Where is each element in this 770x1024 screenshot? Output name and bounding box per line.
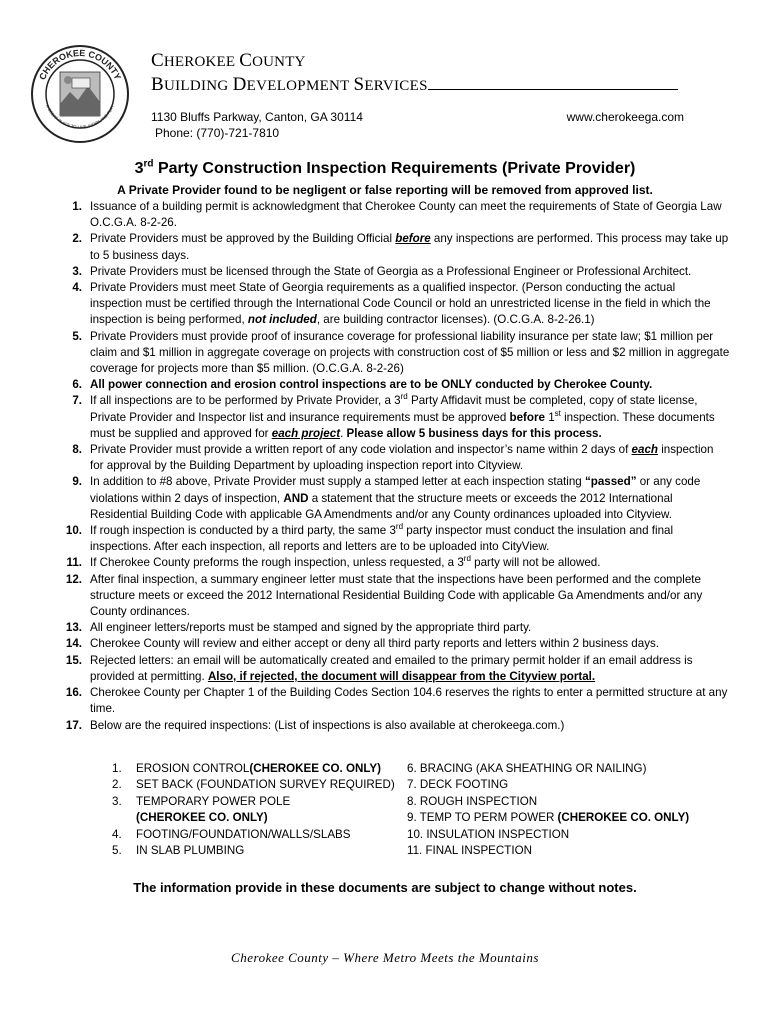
list-item: 6. All power connection and erosion control inspections are to be ONLY conducted by Cherokee County. <box>72 378 653 392</box>
list-item: 5. Private Providers must provide proof of insurance coverage for professional liability insurance per state law; $1 million per claim and $1 million in aggregate coverage on projects with construction cost of $5 million or less and $2 million in aggregate coverage for projects more than $5 million. (O.C.G.A. 8-2-26) <box>72 329 730 376</box>
inspection-row: 2. SET BACK (FOUNDATION SURVEY REQUIRED) 7. DECK FOOTING <box>112 778 509 792</box>
inspections-table <box>112 761 689 859</box>
website: www.cherokeega.com <box>566 110 684 124</box>
list-item: 11. If Cherokee County preforms the rough inspection, unless requested, a 3rd party will not be allowed. <box>66 554 601 570</box>
header-rule <box>428 89 678 90</box>
inspection-row: 1. EROSION CONTROL (CHEROKEE CO. ONLY) 6. BRACING (AKA SHEATHING OR NAILING) <box>112 762 647 775</box>
phone: Phone: (770)-721-7810 <box>155 126 280 140</box>
list-item: 14. Cherokee County will review and either accept or deny all third party reports and letters within 2 business days. <box>65 637 660 651</box>
county-name: CHEROKEE COUNTY <box>151 50 306 71</box>
inspection-row: (CHEROKEE CO. ONLY) 9. TEMP TO PERM POWER (CHEROKEE CO. ONLY) <box>136 811 690 825</box>
inspection-row: 5. IN SLAB PLUMBING 11. FINAL INSPECTION <box>112 844 532 858</box>
county-seal-logo <box>30 44 130 144</box>
seal-top-text: CHEROKEE COUNTY <box>37 47 123 82</box>
list-item: 1. Issuance of a building permit is acknowledgment that Cherokee County can meet the requirements of State of Georgia Law O.C.G.A. 8-2-26. <box>72 200 722 230</box>
requirements-list <box>50 199 730 734</box>
list-item: 10. If rough inspection is conducted by a third party, the same 3rd party inspector must conduct the insulation and final inspections. After each inspection, all reports and letters are to be uploaded into CityView. <box>65 522 674 554</box>
list-item: 15. Rejected letters: an email will be automatically created and emailed to the primary permit holder if an email address is provided at permitting. Also, if rejected, the document will disappear from the Cityview portal. <box>65 653 693 683</box>
inspection-row: 3. TEMPORARY POWER POLE 8. ROUGH INSPECTION <box>112 794 538 808</box>
footer-tagline: Cherokee County – Where Metro Meets the Mountains <box>231 950 539 965</box>
department-name: BUILDING DEVELOPMENT SERVICES <box>151 74 678 96</box>
list-item: 16. Cherokee County per Chapter 1 of the Building Codes Section 104.6 reserves the rights to enter a permitted structure at any time. <box>65 686 728 716</box>
list-item: 7. If all inspections are to be performed by Private Provider, a 3rd Party Affidavit must be completed, copy of state license, Private Provider and Inspector list and insurance requirements must be approved before 1st inspection. These documents must be supplied and approved for each project. Please allow 5 business days for this process. <box>72 392 715 440</box>
seal-bottom-text: A GREAT PLACE TO LIVE, WORK AND PLAY <box>44 103 116 130</box>
change-notice: The information provide in these documents are subject to change without notes. <box>133 880 637 895</box>
list-item: 13. All engineer letters/reports must be stamped and signed by the appropriate third party. <box>65 621 532 635</box>
inspection-row: 4. FOOTING/FOUNDATION/WALLS/SLABS 10. INSULATION INSPECTION <box>112 827 570 841</box>
list-item: 8. Private Provider must provide a written report of any code violation and inspector’s name within 2 days of each inspection for approval by the Building Department by uploading inspection report into Cityview. <box>72 443 714 473</box>
list-item: 2. Private Providers must be approved by the Building Official before any inspections are performed. This process may take up to 5 business days. <box>72 232 729 262</box>
address: 1130 Bluffs Parkway, Canton, GA 30114 <box>151 110 363 124</box>
list-item: 17. Below are the required inspections: (List of inspections is also available at cherokeega.com.) <box>65 718 565 732</box>
list-item: 12. After final inspection, a summary engineer letter must state that the inspections have been performed and the complete structure meets or exceed the 2012 International Residential Building Code with applicable Ga Amendments and/or any County ordinances. <box>65 572 703 619</box>
list-item: 9. In addition to #8 above, Private Provider must supply a stamped letter at each inspection stating “passed” or any code violations within 2 days of inspection, AND a statement that the structure meets or exceeds the 2012 International Residential Building Code with applicable GA Amendments and/or any County ordinances uploaded into Cityview. <box>72 475 701 521</box>
list-item: 3. Private Providers must be licensed through the State of Georgia as a Professional Engineer or Professional Architect. <box>72 264 692 278</box>
list-item: 4. Private Providers must meet State of Georgia requirements as a qualified inspector. (Person conducting the actual inspection must be certified through the International Code Council or hold an unrestricted license in the field in which the inspection is being performed, not included, are building contractor licenses). (O.C.G.A. 8-2-26.1) <box>72 281 711 327</box>
page-title: 3rd Party Construction Inspection Requirements (Private Provider) <box>134 158 636 177</box>
page-subtitle: A Private Provider found to be negligent or false reporting will be removed from approved list. <box>117 183 653 197</box>
